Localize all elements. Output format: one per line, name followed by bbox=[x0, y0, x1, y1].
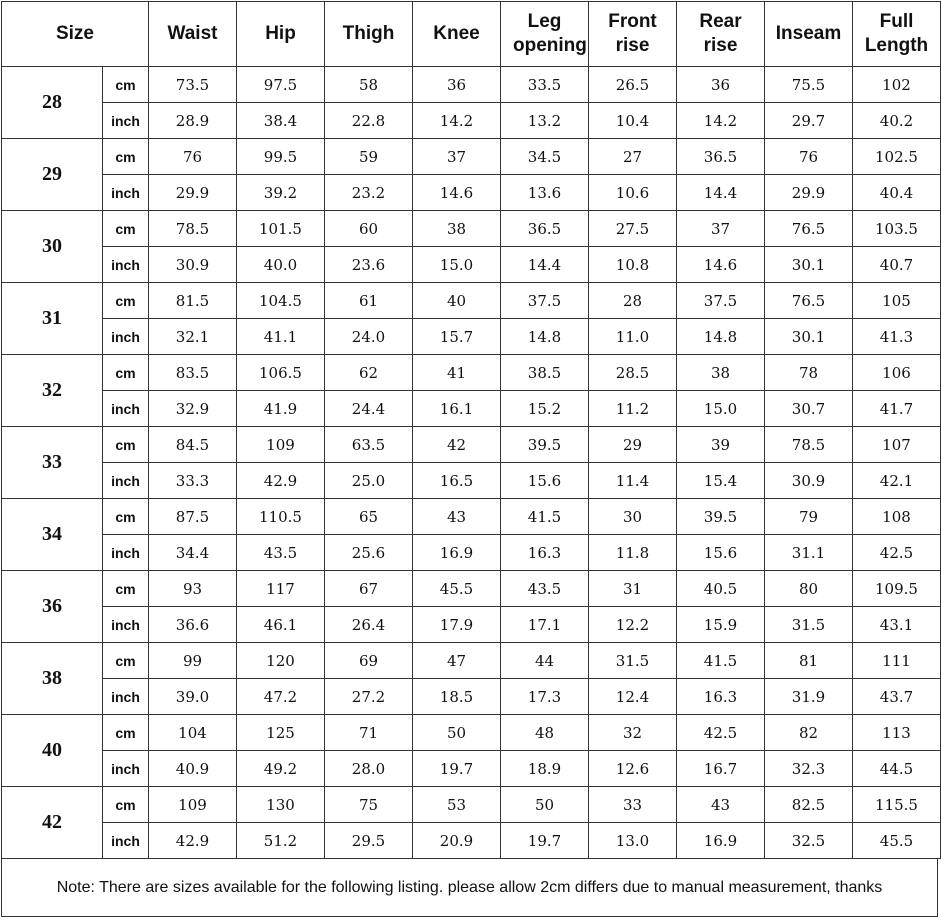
measurement-cell: 87.5 bbox=[149, 499, 237, 535]
measurement-cell: 29.5 bbox=[325, 823, 413, 859]
measurement-cell: 32.5 bbox=[765, 823, 853, 859]
measurement-cell: 51.2 bbox=[237, 823, 325, 859]
size-label: 38 bbox=[2, 643, 103, 715]
measurement-cell: 43.5 bbox=[237, 535, 325, 571]
measurement-cell: 84.5 bbox=[149, 427, 237, 463]
measurement-cell: 14.2 bbox=[413, 103, 501, 139]
measurement-cell: 27.5 bbox=[589, 211, 677, 247]
table-row bbox=[2, 679, 941, 715]
measurement-cell: 40.9 bbox=[149, 751, 237, 787]
measurement-cell: 32 bbox=[589, 715, 677, 751]
measurement-cell: 113 bbox=[853, 715, 941, 751]
table-row bbox=[2, 319, 941, 355]
measurement-cell: 110.5 bbox=[237, 499, 325, 535]
measurement-cell: 130 bbox=[237, 787, 325, 823]
measurement-cell: 15.6 bbox=[677, 535, 765, 571]
measurement-cell: 47.2 bbox=[237, 679, 325, 715]
measurement-cell: 38 bbox=[413, 211, 501, 247]
measurement-cell: 14.4 bbox=[677, 175, 765, 211]
measurement-cell: 43.7 bbox=[853, 679, 941, 715]
table-row bbox=[2, 571, 941, 607]
measurement-cell: 40.7 bbox=[853, 247, 941, 283]
size-chart-table bbox=[1, 1, 941, 859]
measurement-cell: 76.5 bbox=[765, 283, 853, 319]
measurement-cell: 76 bbox=[765, 139, 853, 175]
measurement-cell: 27.2 bbox=[325, 679, 413, 715]
measurement-cell: 31.1 bbox=[765, 535, 853, 571]
measurement-cell: 36.5 bbox=[677, 139, 765, 175]
measurement-cell: 104.5 bbox=[237, 283, 325, 319]
measurement-cell: 20.9 bbox=[413, 823, 501, 859]
measurement-cell: 44.5 bbox=[853, 751, 941, 787]
measurement-cell: 75 bbox=[325, 787, 413, 823]
table-row bbox=[2, 607, 941, 643]
measurement-cell: 33.5 bbox=[501, 67, 589, 103]
measurement-cell: 109 bbox=[149, 787, 237, 823]
measurement-cell: 45.5 bbox=[413, 571, 501, 607]
measurement-cell: 10.8 bbox=[589, 247, 677, 283]
measurement-cell: 31.9 bbox=[765, 679, 853, 715]
measurement-cell: 62 bbox=[325, 355, 413, 391]
measurement-cell: 40.2 bbox=[853, 103, 941, 139]
measurement-cell: 41.3 bbox=[853, 319, 941, 355]
measurement-cell: 106.5 bbox=[237, 355, 325, 391]
unit-label: inch bbox=[103, 103, 149, 139]
measurement-cell: 43.1 bbox=[853, 607, 941, 643]
measurement-cell: 11.8 bbox=[589, 535, 677, 571]
measurement-cell: 39.2 bbox=[237, 175, 325, 211]
unit-label: cm bbox=[103, 67, 149, 103]
measurement-cell: 42.1 bbox=[853, 463, 941, 499]
measurement-cell: 19.7 bbox=[413, 751, 501, 787]
measurement-cell: 34.4 bbox=[149, 535, 237, 571]
measurement-cell: 30.1 bbox=[765, 319, 853, 355]
unit-label: inch bbox=[103, 247, 149, 283]
size-label: 40 bbox=[2, 715, 103, 787]
measurement-cell: 41.7 bbox=[853, 391, 941, 427]
measurement-cell: 17.3 bbox=[501, 679, 589, 715]
measurement-cell: 43 bbox=[413, 499, 501, 535]
measurement-cell: 58 bbox=[325, 67, 413, 103]
measurement-cell: 76.5 bbox=[765, 211, 853, 247]
measurement-cell: 15.0 bbox=[677, 391, 765, 427]
measurement-cell: 61 bbox=[325, 283, 413, 319]
unit-label: inch bbox=[103, 823, 149, 859]
measurement-cell: 26.5 bbox=[589, 67, 677, 103]
header-leg-opening: Leg opening bbox=[501, 2, 589, 67]
measurement-cell: 111 bbox=[853, 643, 941, 679]
measurement-cell: 13.0 bbox=[589, 823, 677, 859]
measurement-cell: 11.2 bbox=[589, 391, 677, 427]
measurement-cell: 43.5 bbox=[501, 571, 589, 607]
measurement-cell: 99 bbox=[149, 643, 237, 679]
measurement-cell: 78.5 bbox=[765, 427, 853, 463]
table-row bbox=[2, 463, 941, 499]
measurement-cell: 14.2 bbox=[677, 103, 765, 139]
measurement-cell: 40 bbox=[413, 283, 501, 319]
header-size: Size bbox=[2, 2, 149, 67]
table-row bbox=[2, 823, 941, 859]
measurement-cell: 32.1 bbox=[149, 319, 237, 355]
measurement-cell: 41.9 bbox=[237, 391, 325, 427]
measurement-cell: 40.5 bbox=[677, 571, 765, 607]
measurement-cell: 14.6 bbox=[413, 175, 501, 211]
measurement-cell: 33.3 bbox=[149, 463, 237, 499]
table-row bbox=[2, 139, 941, 175]
table-row bbox=[2, 283, 941, 319]
unit-label: cm bbox=[103, 715, 149, 751]
measurement-cell: 47 bbox=[413, 643, 501, 679]
measurement-cell: 15.4 bbox=[677, 463, 765, 499]
measurement-cell: 80 bbox=[765, 571, 853, 607]
measurement-cell: 106 bbox=[853, 355, 941, 391]
measurement-cell: 83.5 bbox=[149, 355, 237, 391]
measurement-cell: 109 bbox=[237, 427, 325, 463]
table-row bbox=[2, 211, 941, 247]
header-full-length: Full Length bbox=[853, 2, 941, 67]
measurement-cell: 115.5 bbox=[853, 787, 941, 823]
table-body bbox=[2, 67, 941, 859]
measurement-cell: 42.9 bbox=[149, 823, 237, 859]
size-label: 28 bbox=[2, 67, 103, 139]
size-label: 36 bbox=[2, 571, 103, 643]
measurement-cell: 39.0 bbox=[149, 679, 237, 715]
measurement-cell: 109.5 bbox=[853, 571, 941, 607]
measurement-cell: 15.7 bbox=[413, 319, 501, 355]
measurement-cell: 22.8 bbox=[325, 103, 413, 139]
measurement-cell: 97.5 bbox=[237, 67, 325, 103]
header-front-rise: Front rise bbox=[589, 2, 677, 67]
measurement-cell: 14.8 bbox=[677, 319, 765, 355]
table-row bbox=[2, 643, 941, 679]
header-hip: Hip bbox=[237, 2, 325, 67]
measurement-cell: 73.5 bbox=[149, 67, 237, 103]
unit-label: inch bbox=[103, 607, 149, 643]
measurement-cell: 19.7 bbox=[501, 823, 589, 859]
measurement-cell: 120 bbox=[237, 643, 325, 679]
measurement-cell: 26.4 bbox=[325, 607, 413, 643]
measurement-cell: 16.1 bbox=[413, 391, 501, 427]
unit-label: cm bbox=[103, 211, 149, 247]
measurement-cell: 29.9 bbox=[149, 175, 237, 211]
measurement-cell: 43 bbox=[677, 787, 765, 823]
unit-label: cm bbox=[103, 787, 149, 823]
measurement-cell: 14.4 bbox=[501, 247, 589, 283]
measurement-cell: 102 bbox=[853, 67, 941, 103]
measurement-cell: 23.2 bbox=[325, 175, 413, 211]
measurement-cell: 25.0 bbox=[325, 463, 413, 499]
measurement-cell: 12.2 bbox=[589, 607, 677, 643]
size-label: 33 bbox=[2, 427, 103, 499]
measurement-cell: 14.6 bbox=[677, 247, 765, 283]
measurement-cell: 12.6 bbox=[589, 751, 677, 787]
unit-label: cm bbox=[103, 283, 149, 319]
measurement-cell: 15.2 bbox=[501, 391, 589, 427]
measurement-cell: 42 bbox=[413, 427, 501, 463]
unit-label: cm bbox=[103, 355, 149, 391]
measurement-cell: 31 bbox=[589, 571, 677, 607]
measurement-cell: 42.5 bbox=[677, 715, 765, 751]
measurement-cell: 29 bbox=[589, 427, 677, 463]
measurement-cell: 16.5 bbox=[413, 463, 501, 499]
measurement-cell: 41 bbox=[413, 355, 501, 391]
measurement-cell: 69 bbox=[325, 643, 413, 679]
table-row bbox=[2, 247, 941, 283]
measurement-cell: 45.5 bbox=[853, 823, 941, 859]
table-row bbox=[2, 175, 941, 211]
measurement-cell: 15.0 bbox=[413, 247, 501, 283]
header-knee: Knee bbox=[413, 2, 501, 67]
size-label: 29 bbox=[2, 139, 103, 211]
measurement-cell: 39.5 bbox=[501, 427, 589, 463]
measurement-cell: 65 bbox=[325, 499, 413, 535]
measurement-cell: 81 bbox=[765, 643, 853, 679]
unit-label: cm bbox=[103, 643, 149, 679]
unit-label: inch bbox=[103, 319, 149, 355]
measurement-cell: 36.6 bbox=[149, 607, 237, 643]
size-label: 30 bbox=[2, 211, 103, 283]
table-row bbox=[2, 355, 941, 391]
measurement-cell: 32.9 bbox=[149, 391, 237, 427]
measurement-cell: 31.5 bbox=[765, 607, 853, 643]
measurement-cell: 24.4 bbox=[325, 391, 413, 427]
table-row bbox=[2, 715, 941, 751]
measurement-cell: 28.5 bbox=[589, 355, 677, 391]
measurement-cell: 36.5 bbox=[501, 211, 589, 247]
unit-label: inch bbox=[103, 391, 149, 427]
measurement-cell: 99.5 bbox=[237, 139, 325, 175]
unit-label: inch bbox=[103, 751, 149, 787]
unit-label: cm bbox=[103, 139, 149, 175]
measurement-cell: 28 bbox=[589, 283, 677, 319]
measurement-cell: 102.5 bbox=[853, 139, 941, 175]
table-row bbox=[2, 67, 941, 103]
measurement-cell: 41.5 bbox=[677, 643, 765, 679]
size-label: 34 bbox=[2, 499, 103, 571]
measurement-cell: 18.9 bbox=[501, 751, 589, 787]
measurement-cell: 105 bbox=[853, 283, 941, 319]
measurement-cell: 16.9 bbox=[677, 823, 765, 859]
unit-label: inch bbox=[103, 535, 149, 571]
measurement-cell: 15.9 bbox=[677, 607, 765, 643]
measurement-cell: 13.6 bbox=[501, 175, 589, 211]
measurement-cell: 30 bbox=[589, 499, 677, 535]
measurement-cell: 12.4 bbox=[589, 679, 677, 715]
measurement-cell: 38.4 bbox=[237, 103, 325, 139]
measurement-cell: 31.5 bbox=[589, 643, 677, 679]
unit-label: cm bbox=[103, 427, 149, 463]
measurement-cell: 13.2 bbox=[501, 103, 589, 139]
measurement-cell: 42.5 bbox=[853, 535, 941, 571]
table-row bbox=[2, 103, 941, 139]
measurement-cell: 24.0 bbox=[325, 319, 413, 355]
measurement-cell: 41.5 bbox=[501, 499, 589, 535]
measurement-cell: 30.7 bbox=[765, 391, 853, 427]
measurement-cell: 76 bbox=[149, 139, 237, 175]
measurement-cell: 17.1 bbox=[501, 607, 589, 643]
measurement-cell: 32.3 bbox=[765, 751, 853, 787]
table-row bbox=[2, 535, 941, 571]
measurement-cell: 37.5 bbox=[677, 283, 765, 319]
measurement-cell: 15.6 bbox=[501, 463, 589, 499]
measurement-cell: 59 bbox=[325, 139, 413, 175]
measurement-cell: 36 bbox=[677, 67, 765, 103]
measurement-cell: 29.7 bbox=[765, 103, 853, 139]
measurement-cell: 79 bbox=[765, 499, 853, 535]
measurement-cell: 37.5 bbox=[501, 283, 589, 319]
measurement-cell: 28.0 bbox=[325, 751, 413, 787]
measurement-cell: 50 bbox=[413, 715, 501, 751]
measurement-cell: 16.9 bbox=[413, 535, 501, 571]
table-row bbox=[2, 499, 941, 535]
measurement-cell: 82.5 bbox=[765, 787, 853, 823]
measurement-cell: 93 bbox=[149, 571, 237, 607]
measurement-cell: 108 bbox=[853, 499, 941, 535]
measurement-cell: 16.3 bbox=[677, 679, 765, 715]
note-text: Note: There are sizes available for the following listing. please allow 2cm differs due to manual measurement, thanks bbox=[1, 858, 938, 917]
measurement-cell: 78.5 bbox=[149, 211, 237, 247]
table-row bbox=[2, 427, 941, 463]
measurement-cell: 39 bbox=[677, 427, 765, 463]
header-inseam: Inseam bbox=[765, 2, 853, 67]
unit-label: inch bbox=[103, 175, 149, 211]
measurement-cell: 41.1 bbox=[237, 319, 325, 355]
measurement-cell: 53 bbox=[413, 787, 501, 823]
measurement-cell: 25.6 bbox=[325, 535, 413, 571]
measurement-cell: 107 bbox=[853, 427, 941, 463]
measurement-cell: 30.1 bbox=[765, 247, 853, 283]
unit-label: inch bbox=[103, 463, 149, 499]
measurement-cell: 125 bbox=[237, 715, 325, 751]
measurement-cell: 63.5 bbox=[325, 427, 413, 463]
measurement-cell: 29.9 bbox=[765, 175, 853, 211]
measurement-cell: 104 bbox=[149, 715, 237, 751]
measurement-cell: 117 bbox=[237, 571, 325, 607]
measurement-cell: 40.0 bbox=[237, 247, 325, 283]
measurement-cell: 14.8 bbox=[501, 319, 589, 355]
header-waist: Waist bbox=[149, 2, 237, 67]
size-label: 32 bbox=[2, 355, 103, 427]
size-label: 31 bbox=[2, 283, 103, 355]
table-row bbox=[2, 787, 941, 823]
measurement-cell: 103.5 bbox=[853, 211, 941, 247]
measurement-cell: 42.9 bbox=[237, 463, 325, 499]
measurement-cell: 23.6 bbox=[325, 247, 413, 283]
measurement-cell: 30.9 bbox=[149, 247, 237, 283]
table-row bbox=[2, 391, 941, 427]
measurement-cell: 17.9 bbox=[413, 607, 501, 643]
measurement-cell: 27 bbox=[589, 139, 677, 175]
measurement-cell: 34.5 bbox=[501, 139, 589, 175]
measurement-cell: 78 bbox=[765, 355, 853, 391]
measurement-cell: 37 bbox=[677, 211, 765, 247]
measurement-cell: 11.0 bbox=[589, 319, 677, 355]
measurement-cell: 38.5 bbox=[501, 355, 589, 391]
header-thigh: Thigh bbox=[325, 2, 413, 67]
measurement-cell: 10.6 bbox=[589, 175, 677, 211]
measurement-cell: 28.9 bbox=[149, 103, 237, 139]
measurement-cell: 11.4 bbox=[589, 463, 677, 499]
measurement-cell: 46.1 bbox=[237, 607, 325, 643]
measurement-cell: 71 bbox=[325, 715, 413, 751]
measurement-cell: 39.5 bbox=[677, 499, 765, 535]
measurement-cell: 50 bbox=[501, 787, 589, 823]
measurement-cell: 37 bbox=[413, 139, 501, 175]
header-row bbox=[2, 2, 941, 67]
measurement-cell: 81.5 bbox=[149, 283, 237, 319]
measurement-cell: 33 bbox=[589, 787, 677, 823]
measurement-cell: 40.4 bbox=[853, 175, 941, 211]
size-label: 42 bbox=[2, 787, 103, 859]
measurement-cell: 16.7 bbox=[677, 751, 765, 787]
measurement-cell: 82 bbox=[765, 715, 853, 751]
table-row bbox=[2, 751, 941, 787]
measurement-cell: 10.4 bbox=[589, 103, 677, 139]
unit-label: inch bbox=[103, 679, 149, 715]
measurement-cell: 16.3 bbox=[501, 535, 589, 571]
measurement-cell: 67 bbox=[325, 571, 413, 607]
unit-label: cm bbox=[103, 571, 149, 607]
measurement-cell: 30.9 bbox=[765, 463, 853, 499]
measurement-cell: 18.5 bbox=[413, 679, 501, 715]
header-rear-rise: Rear rise bbox=[677, 2, 765, 67]
measurement-cell: 75.5 bbox=[765, 67, 853, 103]
measurement-cell: 101.5 bbox=[237, 211, 325, 247]
measurement-cell: 49.2 bbox=[237, 751, 325, 787]
measurement-cell: 48 bbox=[501, 715, 589, 751]
measurement-cell: 60 bbox=[325, 211, 413, 247]
measurement-cell: 44 bbox=[501, 643, 589, 679]
measurement-cell: 36 bbox=[413, 67, 501, 103]
measurement-cell: 38 bbox=[677, 355, 765, 391]
unit-label: cm bbox=[103, 499, 149, 535]
